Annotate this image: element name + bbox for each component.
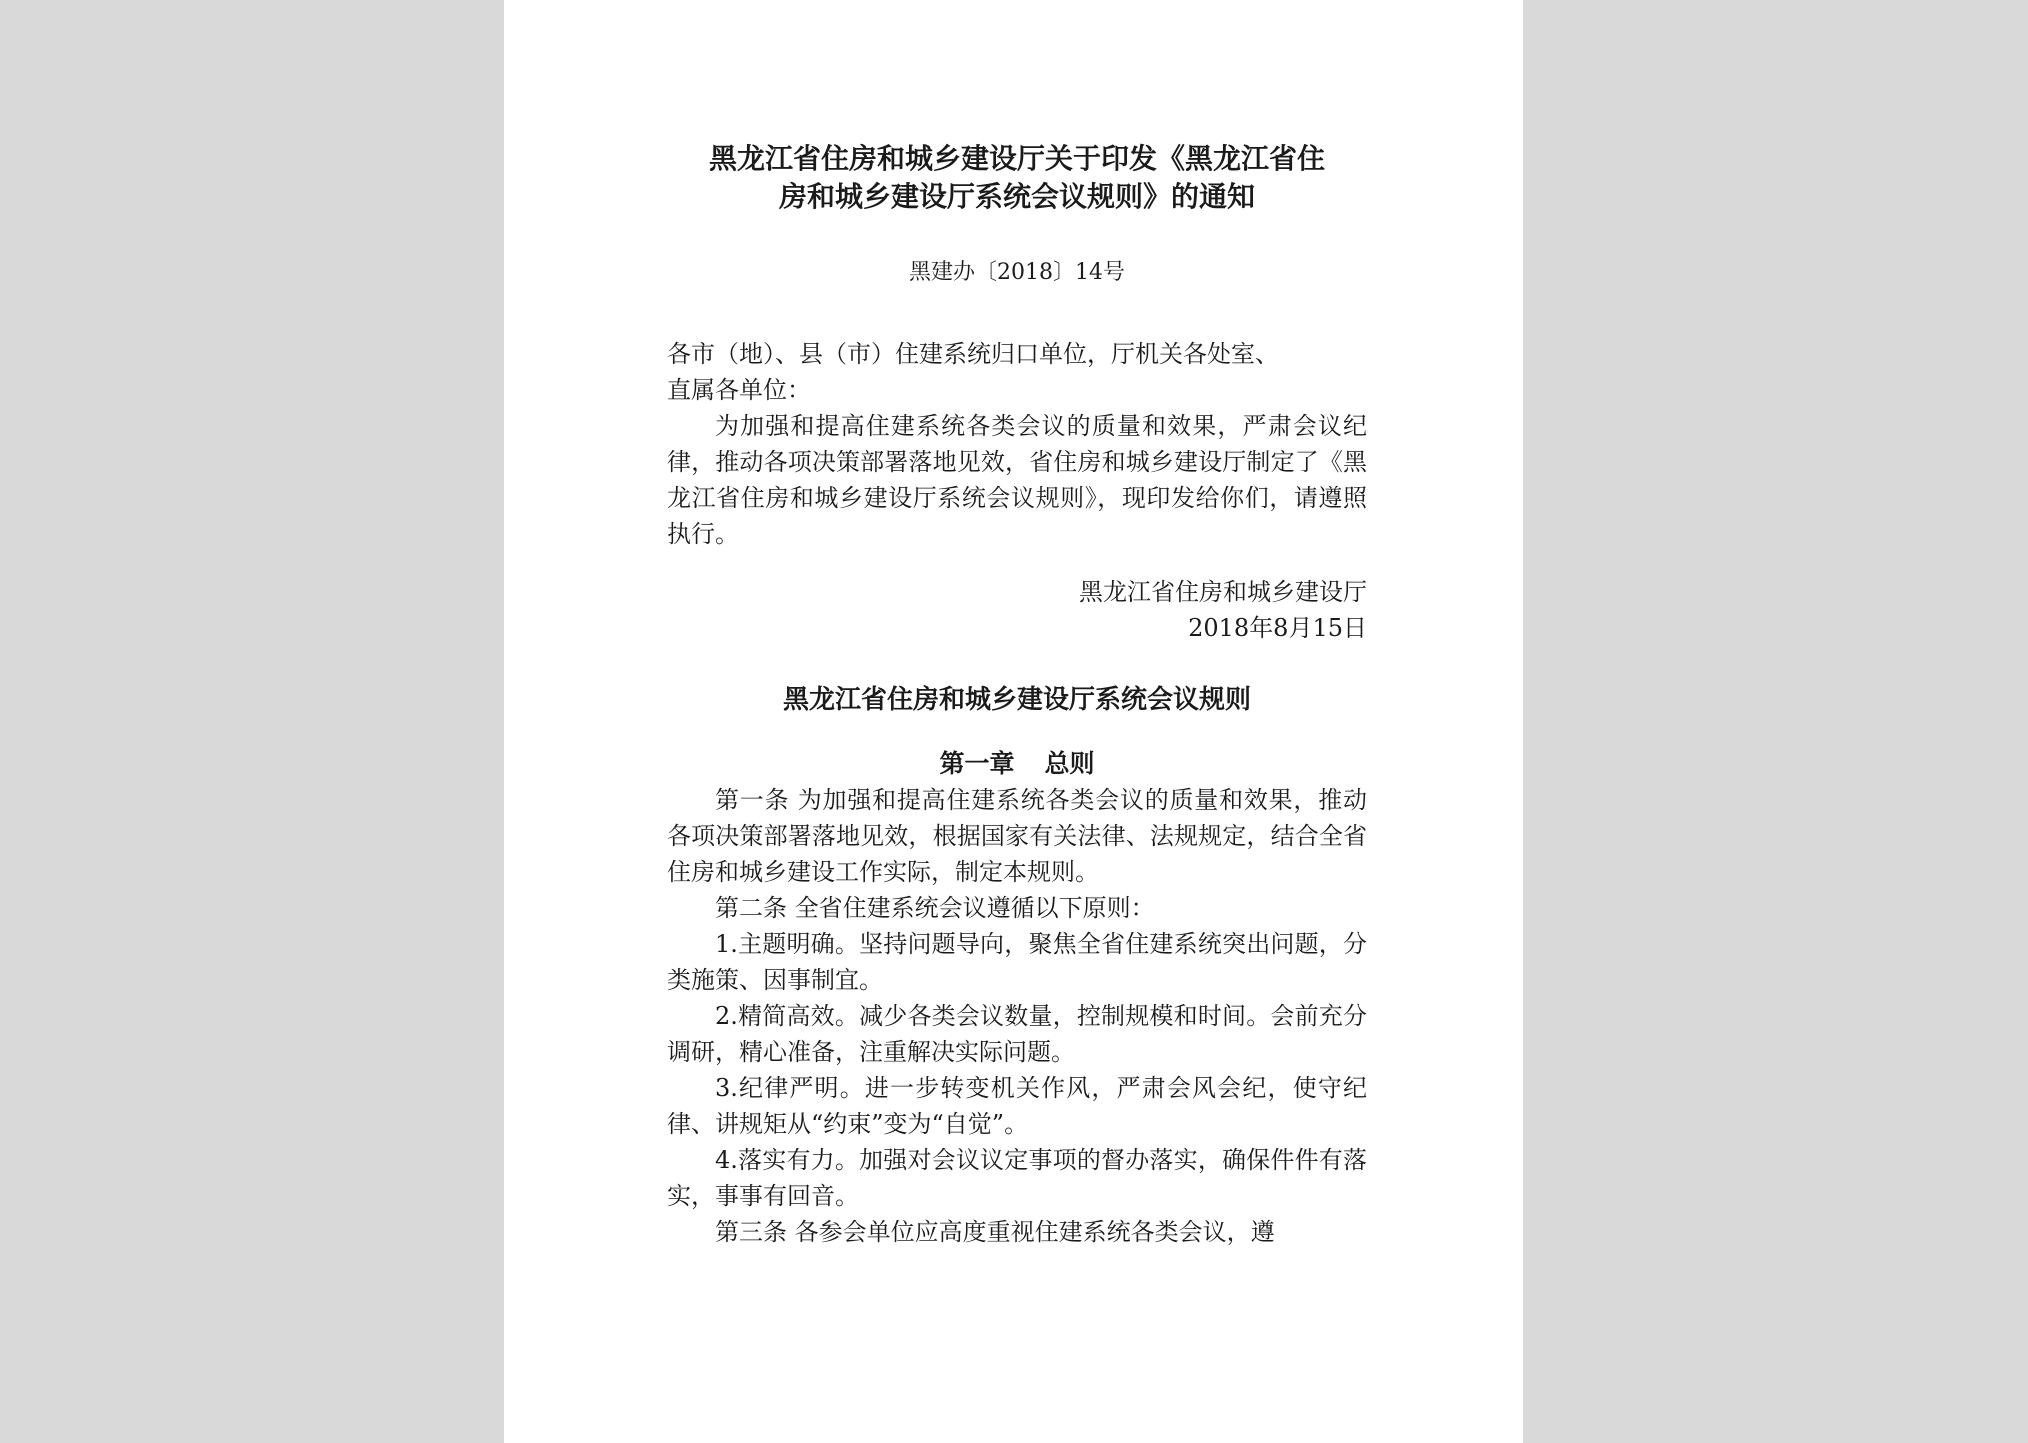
principle-item: 4.落实有力。加强对会议议定事项的督办落实，确保件件有落实，事事有回音。 bbox=[667, 1146, 1367, 1210]
article-paragraph: 第三条 各参会单位应高度重视住建系统各类会议，遵 bbox=[715, 1218, 1275, 1246]
signature-organization: 黑龙江省住房和城乡建设厅 bbox=[1079, 578, 1367, 606]
principle-item: 1.主题明确。坚持问题导向，聚焦全省住建系统突出问题，分类施策、因事制宜。 bbox=[667, 930, 1367, 994]
notice-title-line-2: 房和城乡建设厅系统会议规则》的通知 bbox=[778, 180, 1255, 213]
chapter-number: 第一章 bbox=[939, 749, 1015, 778]
signature-block bbox=[667, 574, 1367, 646]
notice-body: 为加强和提高住建系统各类会议的质量和效果，严肃会议纪律，推动各项决策部署落地见效，省住房和城乡建设厅制定了《黑龙江省住房和城乡建设厅系统会议规则》，现印发给你们，请遵照执行。 bbox=[667, 412, 1367, 548]
recipient-line-2: 直属各单位： bbox=[667, 376, 811, 404]
principle-item: 2.精简高效。减少各类会议数量，控制规模和时间。会前充分调研，精心准备，注重解决实际问题。 bbox=[667, 1002, 1367, 1066]
chapter-heading bbox=[667, 746, 1367, 782]
chapter-name: 总则 bbox=[1044, 749, 1095, 778]
document-page bbox=[504, 0, 1523, 1443]
rules-title: 黑龙江省住房和城乡建设厅系统会议规则 bbox=[782, 685, 1251, 715]
document-number: 黑建办〔2018〕14号 bbox=[909, 260, 1125, 285]
notice-title bbox=[667, 140, 1367, 216]
notice-title-line-1: 黑龙江省住房和城乡建设厅关于印发《黑龙江省住 bbox=[708, 142, 1325, 175]
signature-date: 2018年8月15日 bbox=[1188, 614, 1367, 642]
article-paragraph: 第一条 为加强和提高住建系统各类会议的质量和效果，推动各项决策部署落地见效，根据国家有关法律、法规规定，结合全省住房和城乡建设工作实际，制定本规则。 bbox=[667, 786, 1367, 886]
recipient-block bbox=[667, 336, 1367, 552]
document-content bbox=[667, 140, 1367, 1250]
principle-item: 3.纪律严明。进一步转变机关作风，严肃会风会纪，使守纪律、讲规矩从“约束”变为“自觉”。 bbox=[667, 1074, 1367, 1138]
rules-body bbox=[667, 782, 1367, 1250]
article-paragraph: 第二条 全省住建系统会议遵循以下原则： bbox=[715, 894, 1155, 922]
recipient-line-1: 各市（地）、县（市）住建系统归口单位，厅机关各处室、 bbox=[667, 340, 1279, 368]
